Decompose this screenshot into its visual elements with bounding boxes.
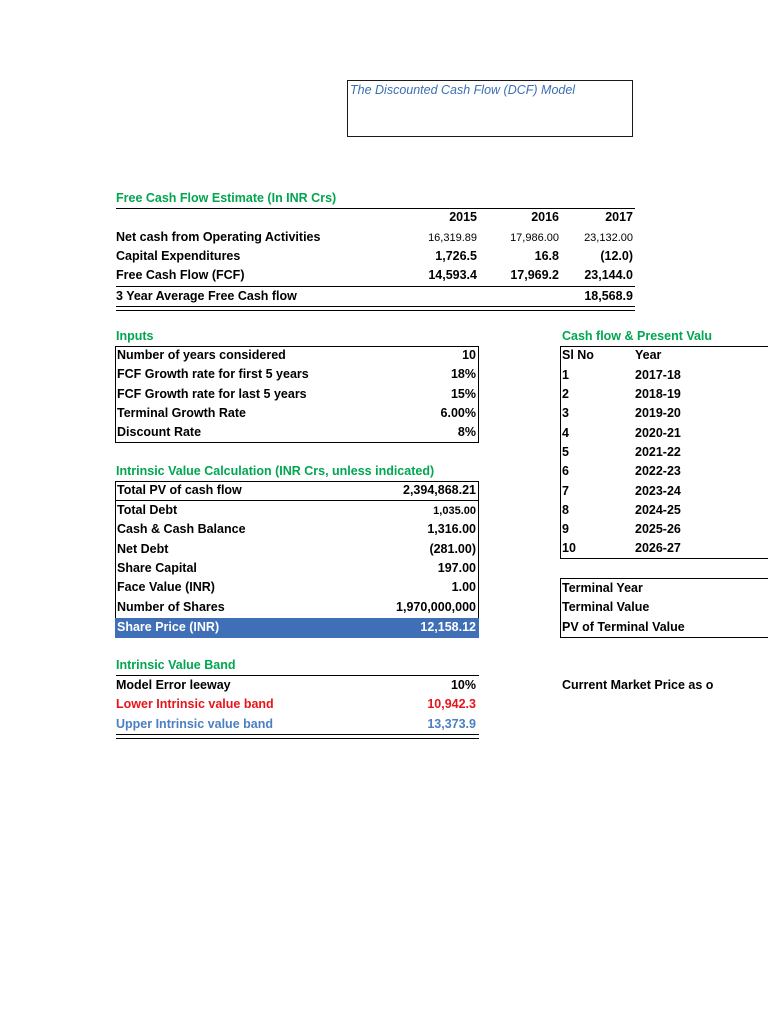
cashflow-year: 2020-21	[635, 426, 681, 440]
cashflow-year: 2021-22	[635, 445, 681, 459]
fcf-row-value: (12.0)	[600, 249, 633, 263]
cashflow-slno: 9	[562, 522, 569, 536]
input-value: 15%	[450, 387, 476, 401]
cashflow-year: 2017-18	[635, 368, 681, 382]
intrinsic-label: Number of Shares	[117, 600, 225, 614]
cashflow-slno: 3	[562, 406, 569, 420]
cashflow-slno: 8	[562, 503, 569, 517]
fcf-avg-label: 3 Year Average Free Cash flow	[116, 289, 297, 303]
intrinsic-value: 1,970,000,000	[396, 600, 476, 614]
share-price-value: 12,158.12	[420, 620, 476, 634]
input-label: FCF Growth rate for first 5 years	[117, 367, 309, 381]
input-label: Number of years considered	[117, 348, 286, 362]
lower-band-value: 10,942.3	[427, 697, 476, 711]
cashflow-heading: Cash flow & Present Valu	[562, 329, 713, 343]
intrinsic-value: 197.00	[437, 561, 476, 575]
cashflow-slno: 2	[562, 387, 569, 401]
intrinsic-value: 1.00	[451, 580, 476, 594]
input-label: Discount Rate	[117, 425, 202, 439]
fcf-avg-value: 18,568.9	[584, 289, 633, 303]
intrinsic-value: 1,316.00	[427, 522, 476, 536]
fcf-row-value: 16.8	[534, 249, 559, 263]
lower-band-label: Lower Intrinsic value band	[116, 697, 274, 711]
intrinsic-heading: Intrinsic Value Calculation (INR Crs, unless indicated)	[116, 464, 435, 478]
cashflow-col-year: Year	[635, 348, 662, 362]
band-error-label: Model Error leeway	[116, 678, 231, 692]
intrinsic-label: Total Debt	[117, 503, 178, 517]
share-price-label: Share Price (INR)	[117, 620, 220, 634]
pv-terminal-value-label: PV of Terminal Value	[562, 620, 685, 634]
cashflow-year: 2026-27	[635, 541, 681, 555]
input-value: 8%	[457, 425, 476, 439]
market-price-label: Current Market Price as o	[562, 678, 714, 692]
intrinsic-label: Cash & Cash Balance	[117, 522, 246, 536]
terminal-year-label: Terminal Year	[562, 581, 643, 595]
input-value: 6.00%	[440, 406, 476, 420]
fcf-year-2016: 2016	[531, 210, 559, 224]
fcf-row-label: Capital Expenditures	[116, 249, 241, 263]
intrinsic-value: 1,035.00	[433, 505, 476, 517]
cashflow-left-border	[560, 346, 561, 559]
fcf-row-value: 1,726.5	[435, 249, 477, 263]
fcf-double-underline	[116, 306, 635, 311]
fcf-row-label: Free Cash Flow (FCF)	[116, 268, 245, 282]
intrinsic-label: Share Capital	[117, 561, 197, 575]
cashflow-year: 2022-23	[635, 464, 681, 478]
fcf-year-2017: 2017	[605, 210, 633, 224]
cashflow-bottom-border	[560, 558, 768, 559]
intrinsic-label: Net Debt	[117, 542, 169, 556]
input-value: 18%	[450, 367, 476, 381]
title-box	[347, 80, 633, 137]
input-label: FCF Growth rate for last 5 years	[117, 387, 307, 401]
cashflow-year: 2024-25	[635, 503, 681, 517]
upper-band-label: Upper Intrinsic value band	[116, 717, 273, 731]
intrinsic-label: Face Value (INR)	[117, 580, 215, 594]
intrinsic-label: Total PV of cash flow	[117, 483, 242, 497]
band-heading: Intrinsic Value Band	[116, 658, 236, 672]
cashflow-year: 2023-24	[635, 484, 681, 498]
fcf-year-2015: 2015	[449, 210, 477, 224]
intrinsic-value: 2,394,868.21	[403, 483, 476, 497]
cashflow-slno: 5	[562, 445, 569, 459]
fcf-row-value: 17,986.00	[510, 232, 559, 244]
cashflow-col-slno: Sl No	[562, 348, 594, 362]
inputs-heading: Inputs	[116, 329, 154, 343]
upper-band-value: 13,373.9	[427, 717, 476, 731]
fcf-row-value: 23,144.0	[584, 268, 633, 282]
cashflow-slno: 1	[562, 368, 569, 382]
cashflow-slno: 6	[562, 464, 569, 478]
band-error-value: 10%	[450, 678, 476, 692]
input-label: Terminal Growth Rate	[117, 406, 246, 420]
terminal-bottom-border	[560, 637, 768, 638]
fcf-row-label: Net cash from Operating Activities	[116, 230, 321, 244]
fcf-heading: Free Cash Flow Estimate (In INR Crs)	[116, 191, 337, 205]
page-title: The Discounted Cash Flow (DCF) Model	[350, 83, 576, 97]
terminal-left-border	[560, 578, 561, 637]
intrinsic-value: (281.00)	[429, 542, 476, 556]
cashflow-year: 2019-20	[635, 406, 681, 420]
fcf-row-value: 17,969.2	[510, 268, 559, 282]
fcf-row-value: 14,593.4	[428, 268, 477, 282]
cashflow-slno: 7	[562, 484, 569, 498]
cashflow-slno: 10	[562, 541, 576, 555]
cashflow-year: 2025-26	[635, 522, 681, 536]
fcf-row-value: 16,319.89	[428, 232, 477, 244]
band-double-underline	[116, 734, 479, 739]
terminal-value-label: Terminal Value	[562, 600, 650, 614]
cashflow-slno: 4	[562, 426, 569, 440]
fcf-row-value: 23,132.00	[584, 232, 633, 244]
cashflow-year: 2018-19	[635, 387, 681, 401]
input-value: 10	[462, 348, 476, 362]
